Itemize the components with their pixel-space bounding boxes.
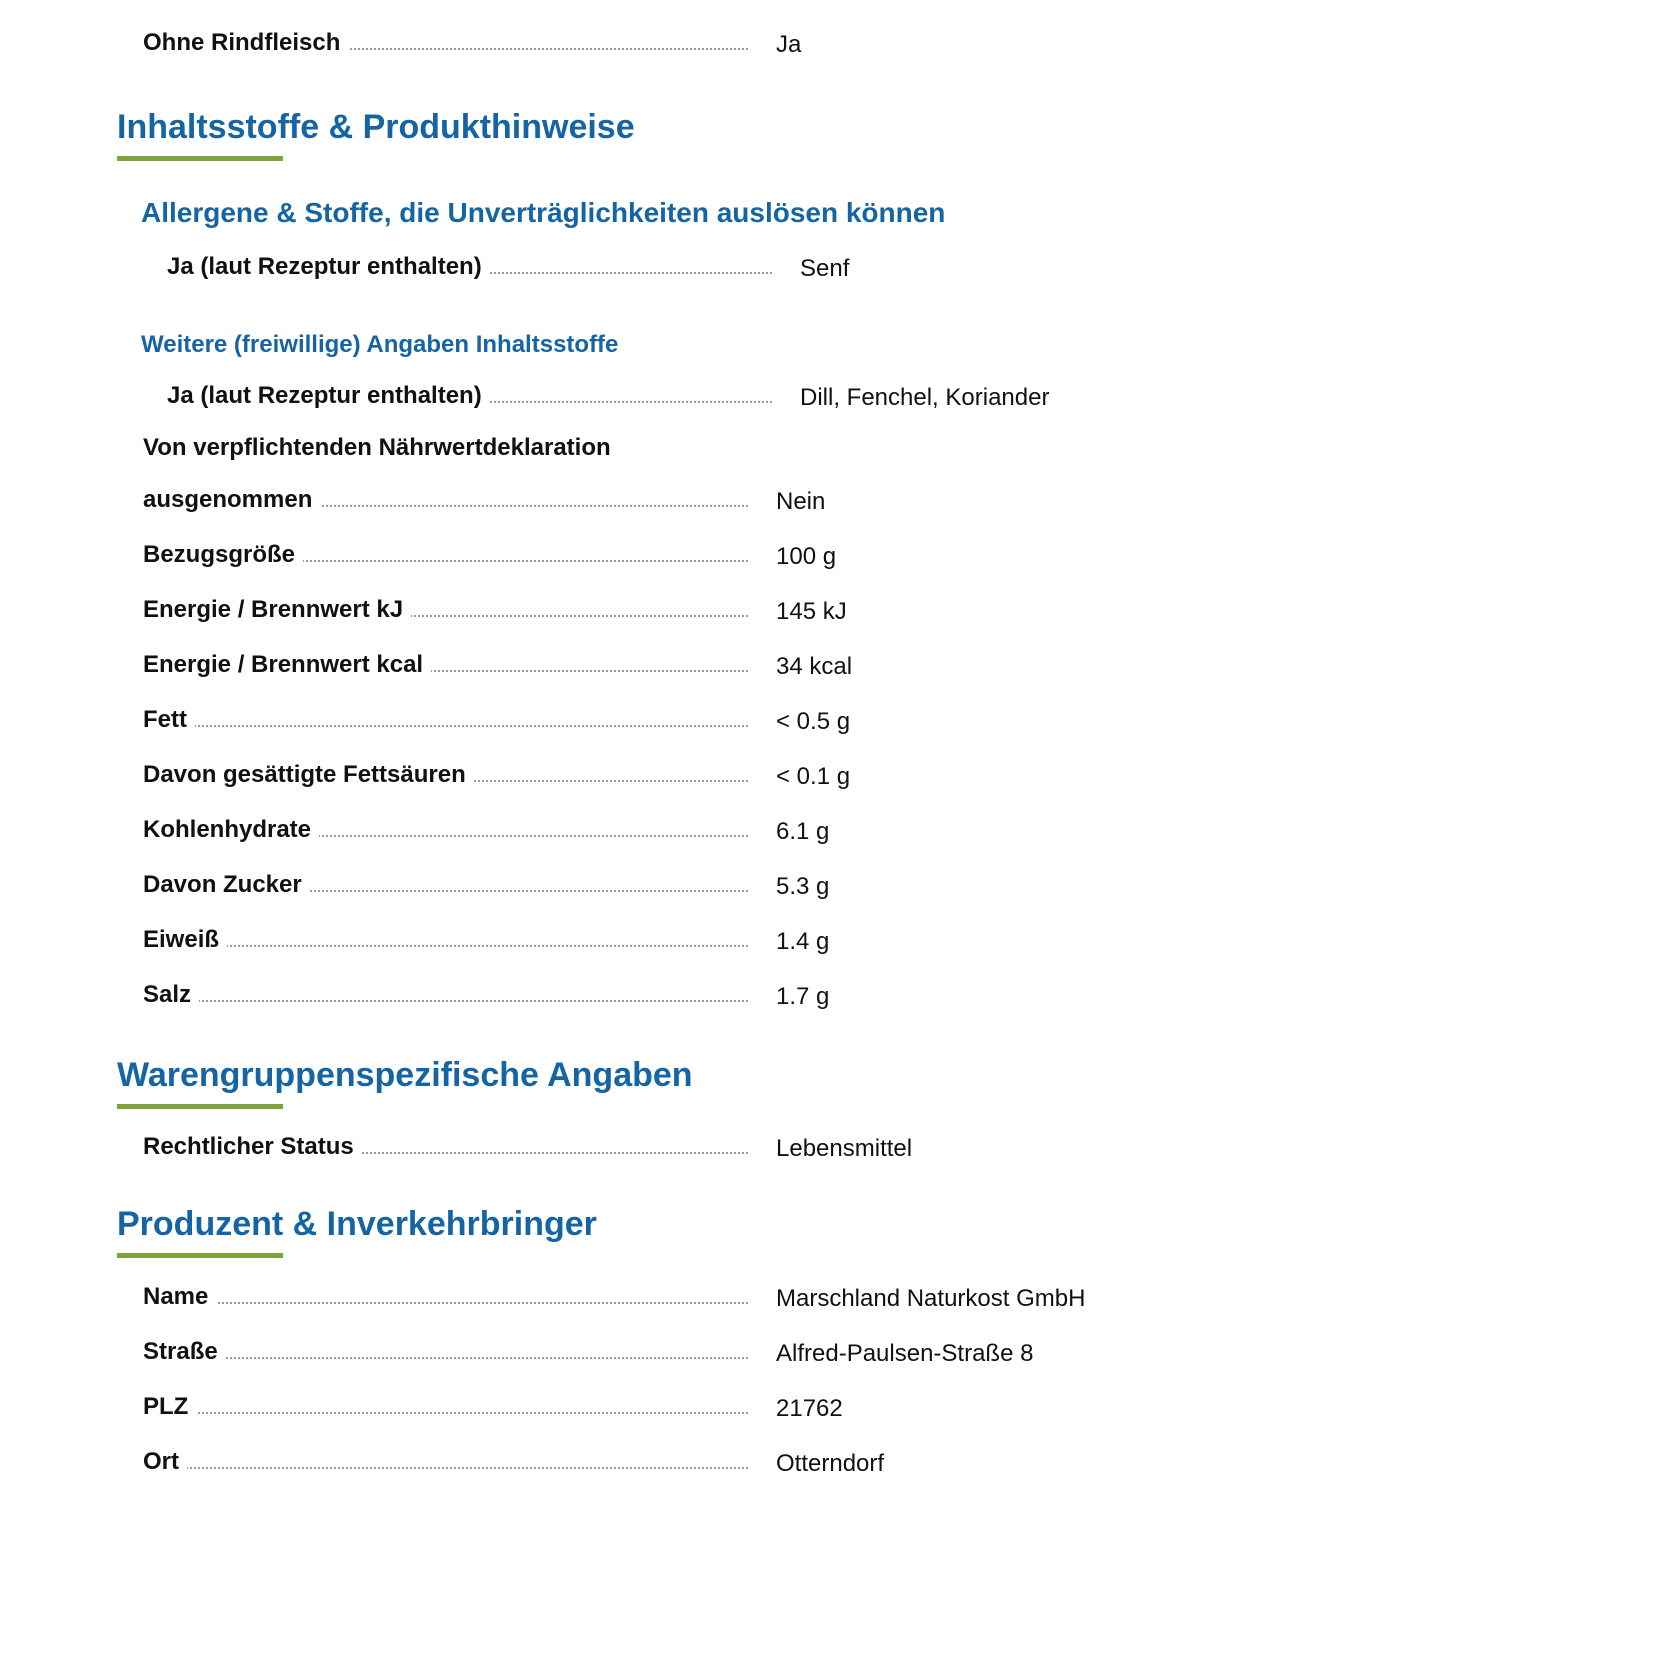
field-value: 1.4 g <box>776 928 830 955</box>
field-label: PLZ <box>143 1392 196 1422</box>
field-value: 34 kcal <box>776 653 853 680</box>
field-row <box>143 1132 913 1172</box>
field-value: Ja <box>776 31 802 58</box>
dot-leader <box>143 1357 748 1359</box>
field-value: Marschland Naturkost GmbH <box>776 1285 1086 1312</box>
field-label: Energie / Brennwert kJ <box>143 595 411 625</box>
field-row <box>143 1282 1086 1322</box>
dot-leader <box>143 725 748 727</box>
section-title-produzent: Produzent & Inverkehrbringer <box>117 1205 597 1243</box>
field-value: Otterndorf <box>776 1450 885 1477</box>
field-label: Davon gesättigte Fettsäuren <box>143 760 474 790</box>
field-value: 100 g <box>776 543 837 570</box>
section-title-inhaltsstoffe: Inhaltsstoffe & Produkthinweise <box>117 108 635 146</box>
row-weitere-enthalten <box>167 381 1050 421</box>
field-row <box>143 1337 1034 1377</box>
field-label: Ort <box>143 1447 187 1477</box>
row-ohne-rindfleisch <box>143 28 843 68</box>
field-row <box>143 650 853 690</box>
field-value: Lebensmittel <box>776 1135 913 1162</box>
dot-leader <box>143 1412 748 1414</box>
dot-leader <box>143 1302 748 1304</box>
field-value: 6.1 g <box>776 818 830 845</box>
field-row <box>143 870 843 910</box>
field-value: Senf <box>800 255 850 282</box>
dot-leader <box>143 1000 748 1002</box>
field-label: Salz <box>143 980 199 1010</box>
field-label: Energie / Brennwert kcal <box>143 650 431 680</box>
section-title-warengruppe: Warengruppenspezifische Angaben <box>117 1056 693 1094</box>
field-row <box>143 1447 885 1487</box>
field-value: 21762 <box>776 1395 843 1422</box>
field-label: Ohne Rindfleisch <box>143 28 348 58</box>
dot-leader <box>143 1467 748 1469</box>
subsection-title-allergene: Allergene & Stoffe, die Unverträglichkeiten auslösen können <box>141 197 946 228</box>
section-underline <box>117 1253 283 1258</box>
field-row <box>143 485 843 525</box>
subsection-title-weitere: Weitere (freiwillige) Angaben Inhaltsstoffe <box>141 331 619 358</box>
field-value: 1.7 g <box>776 983 830 1010</box>
field-row <box>143 925 843 965</box>
field-label: Name <box>143 1282 216 1312</box>
field-value: Dill, Fenchel, Koriander <box>800 384 1050 411</box>
field-value: 145 kJ <box>776 598 847 625</box>
field-value: Nein <box>776 488 826 515</box>
field-row <box>143 980 843 1020</box>
row-allergene-enthalten <box>167 252 867 292</box>
field-value: < 0.5 g <box>776 708 851 735</box>
field-label: Ja (laut Rezeptur enthalten) <box>167 381 490 411</box>
field-label: Eiweiß <box>143 925 227 955</box>
dot-leader <box>143 945 748 947</box>
field-label: Straße <box>143 1337 226 1367</box>
field-label: Rechtlicher Status <box>143 1132 362 1162</box>
field-row <box>143 705 851 745</box>
field-label: Ja (laut Rezeptur enthalten) <box>167 252 490 282</box>
field-label: Davon Zucker <box>143 870 310 900</box>
field-label: Fett <box>143 705 195 735</box>
field-value: 5.3 g <box>776 873 830 900</box>
section-underline <box>117 156 283 161</box>
field-value: Alfred-Paulsen-Straße 8 <box>776 1340 1034 1367</box>
field-label: Bezugsgröße <box>143 540 303 570</box>
field-row <box>143 815 843 855</box>
field-row <box>143 760 851 800</box>
naehrwert-label-line1: Von verpflichtenden Nährwertdeklaration <box>143 434 611 461</box>
field-value: < 0.1 g <box>776 763 851 790</box>
field-row <box>143 595 847 635</box>
section-underline <box>117 1104 283 1109</box>
field-row <box>143 1392 843 1432</box>
field-row <box>143 540 843 580</box>
field-label: ausgenommen <box>143 485 320 515</box>
field-label: Kohlenhydrate <box>143 815 319 845</box>
